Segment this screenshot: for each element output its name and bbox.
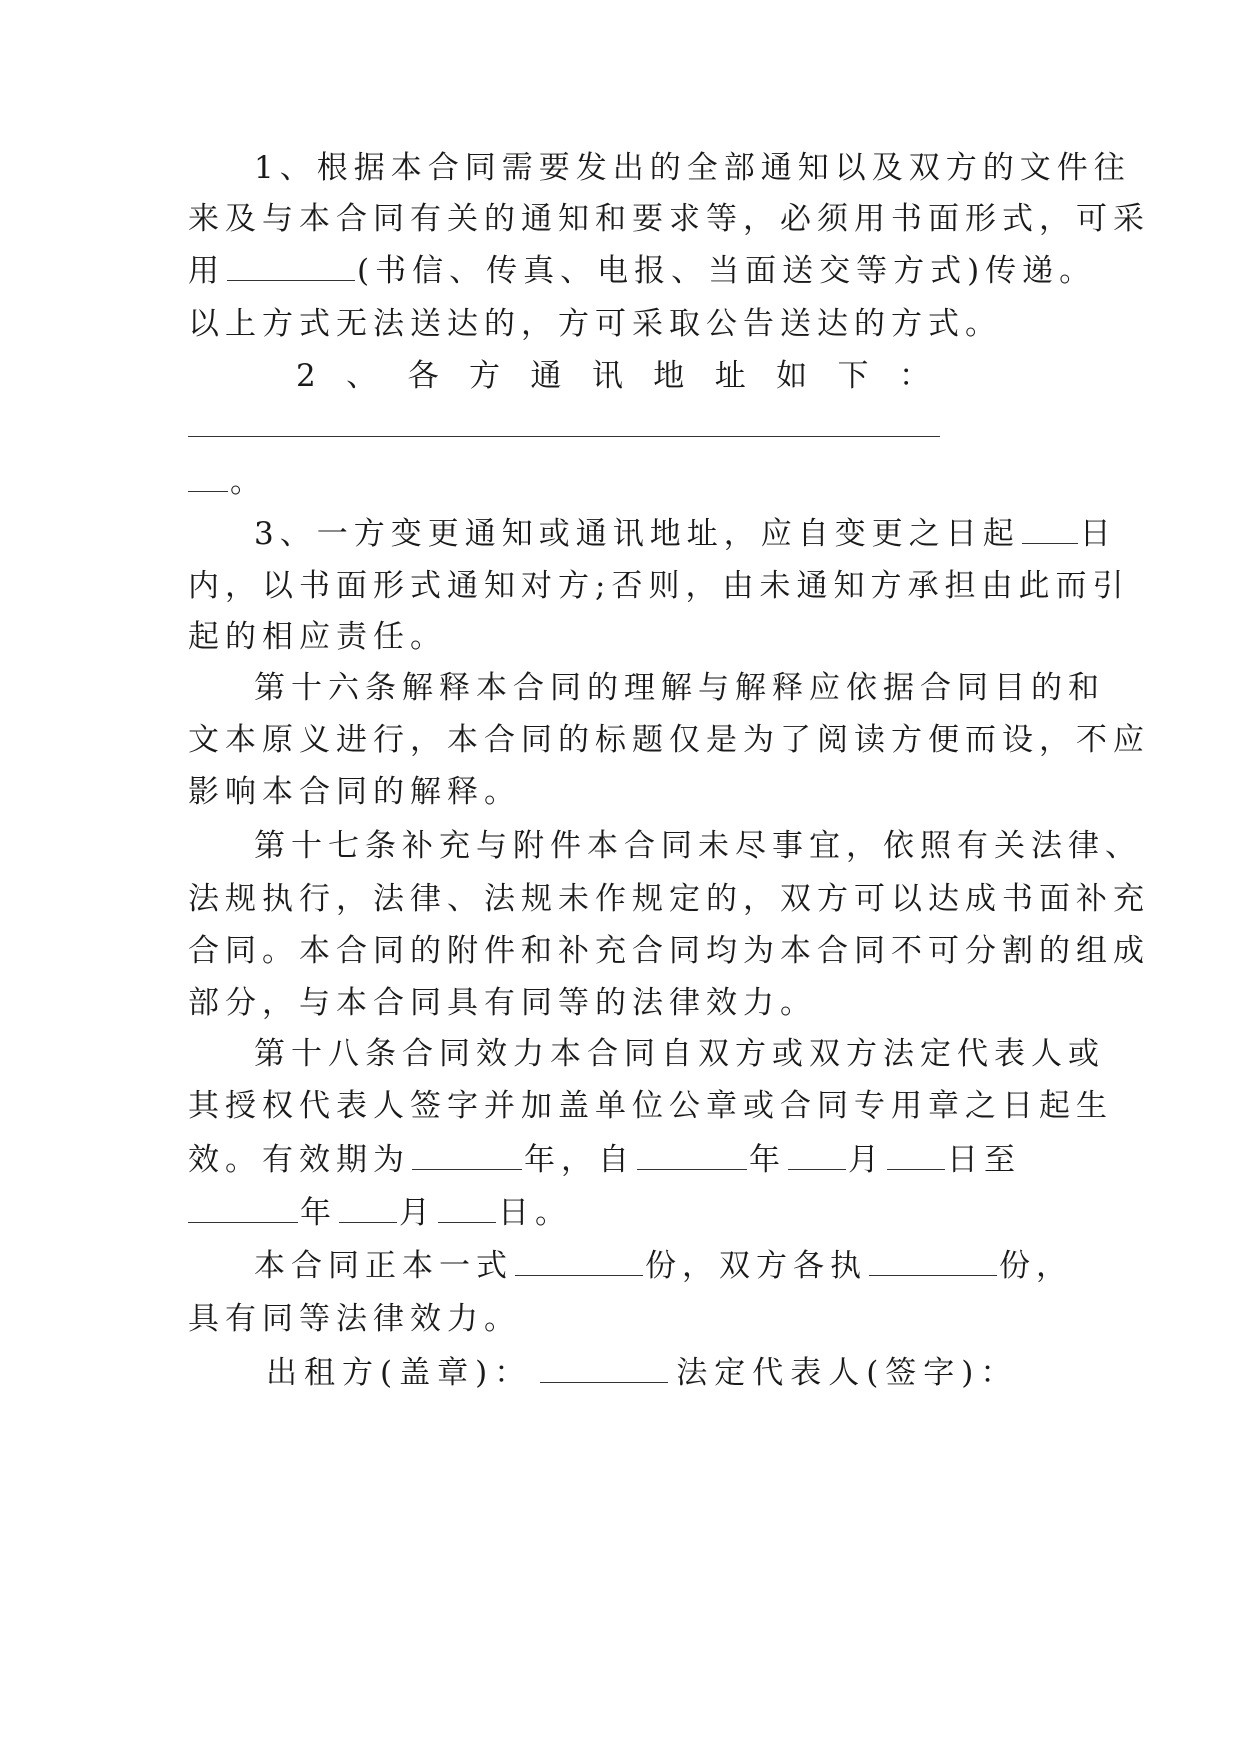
days-blank: [1022, 513, 1078, 544]
address-blank-tail: [188, 461, 228, 492]
article17-line1: 第十七条补充与附件本合同未尽事宜，依照有关法律、: [254, 828, 1142, 864]
copies-line1: [254, 1245, 1074, 1286]
notice-p2-char: 各: [407, 358, 439, 394]
copies-total-label: 本合同正本一式: [254, 1248, 513, 1284]
notice-p3-line1-prefix: 3、一方变更通知或通讯地址，应自变更之日起: [254, 516, 1020, 552]
copies-line2: 具有同等法律效力。: [188, 1301, 521, 1337]
end-month-blank: [339, 1192, 397, 1223]
notice-p3-line3: 起的相应责任。: [188, 619, 447, 655]
article17-line3: 合同。本合同的附件和补充合同均为本合同不可分割的组成: [188, 933, 1150, 969]
article17-line4: 部分，与本合同具有同等的法律效力。: [188, 985, 817, 1021]
notice-p2-char: 讯: [591, 358, 623, 394]
notice-p2-char: 方: [469, 358, 500, 394]
notice-p2-end-mark: 。: [230, 464, 267, 500]
notice-p2-char: 2: [296, 358, 316, 394]
notice-p2-end: [188, 461, 1058, 502]
start-day-label: 日至: [947, 1142, 1021, 1178]
notice-p2-char: 地: [653, 358, 685, 394]
lessor-seal-label: 出租方(盖章)：: [266, 1355, 533, 1391]
copies-each-label: 份，双方各执: [645, 1248, 867, 1284]
notice-p1-line3-prefix: 用: [188, 253, 225, 289]
end-year-blank: [188, 1192, 298, 1223]
notice-p2-heading: [296, 356, 930, 396]
article18-line2: 其授权代表人签字并加盖单位公章或合同专用章之日起生: [188, 1088, 1113, 1124]
notice-p2-char: ：: [898, 358, 930, 394]
validity-from-label: 年，自: [524, 1142, 635, 1178]
delivery-method-blank: [227, 250, 355, 281]
end-year-label: 年: [300, 1195, 337, 1231]
article16-line2: 文本原义进行，本合同的标题仅是为了阅读方便而设，不应: [188, 722, 1150, 758]
notice-p1-line4: 以上方式无法送达的，方可采取公告送达的方式。: [188, 306, 1002, 342]
start-month-label: 月: [848, 1142, 885, 1178]
article17-line2: 法规执行，法律、法规未作规定的，双方可以达成书面补充: [188, 881, 1150, 917]
article18-line4: [188, 1192, 1058, 1233]
notice-p1-line3-suffix: (书信、传真、电报、当面送交等方式)传递。: [357, 253, 1097, 289]
start-year-blank: [637, 1139, 747, 1170]
article16-line1: 第十六条解释本合同的理解与解释应依据合同目的和: [254, 670, 1105, 706]
start-year-label: 年: [749, 1142, 786, 1178]
end-day-label: 日。: [498, 1195, 572, 1231]
start-day-blank: [887, 1139, 945, 1170]
notice-p3-line1: [254, 513, 1117, 554]
legal-rep-sign-label: 法定代表人(签字)：: [676, 1355, 1019, 1391]
copies-each-blank: [869, 1245, 997, 1276]
validity-label: 效。有效期为: [188, 1142, 410, 1178]
notice-p1-line1: 1、根据本合同需要发出的全部通知以及双方的文件往: [254, 150, 1131, 186]
end-month-label: 月: [399, 1195, 436, 1231]
copies-end-label: 份，: [999, 1248, 1073, 1284]
notice-p2-char: 通: [530, 358, 562, 394]
article18-line1: 第十八条合同效力本合同自双方或双方法定代表人或: [254, 1036, 1105, 1072]
notice-p2-char: 如: [776, 358, 808, 394]
notice-p2-char: 址: [714, 358, 746, 394]
end-day-blank: [438, 1192, 496, 1223]
notice-p3-line1-suffix: 日: [1079, 516, 1117, 552]
validity-years-blank: [412, 1139, 522, 1170]
notice-p2-char: 下: [837, 358, 869, 394]
signature-line: [266, 1352, 1066, 1393]
article18-line3: [188, 1139, 1058, 1180]
notice-p1-line2: 来及与本合同有关的通知和要求等，必须用书面形式，可采: [188, 201, 1150, 237]
lessor-blank: [540, 1352, 668, 1383]
address-blank-line: [188, 436, 940, 437]
notice-p2-char: 、: [346, 358, 378, 394]
article16-line3: 影响本合同的解释。: [188, 774, 521, 810]
notice-p1-line3: [188, 250, 1097, 291]
copies-total-blank: [515, 1245, 643, 1276]
start-month-blank: [788, 1139, 846, 1170]
notice-p3-line2: 内，以书面形式通知对方;否则，由未通知方承担由此而引: [188, 568, 1130, 604]
